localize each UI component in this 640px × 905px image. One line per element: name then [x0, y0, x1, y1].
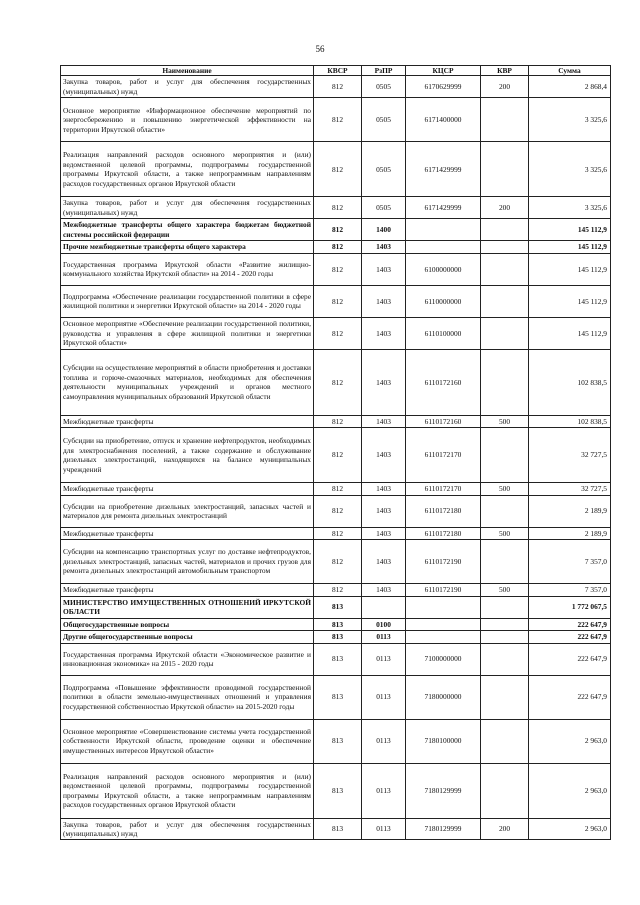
row-kvsr-cell: 812 — [314, 219, 362, 241]
row-rzpr-cell: 1403 — [362, 483, 406, 495]
row-name-cell: Государственная программа Иркутской области «Развитие жилищно-коммунального хозяйства Иркутской области» на 2014 - 2020 годы — [61, 253, 314, 285]
row-kcsr-cell: 7180000000 — [406, 675, 481, 719]
row-kvsr-cell: 813 — [314, 818, 362, 840]
row-rzpr-cell: 1403 — [362, 584, 406, 596]
row-kvr-cell: 200 — [481, 76, 529, 98]
row-name-cell: Межбюджетные трансферты — [61, 483, 314, 495]
row-kvr-cell: 200 — [481, 197, 529, 219]
table-row — [61, 631, 611, 643]
row-name-cell: Прочие межбюджетные трансферты общего характера — [61, 241, 314, 253]
row-name-cell: Подпрограмма «Обеспечение реализации государственной политики в сфере жилищной политики и энергетики Иркутской области» на 2014 - 2020 годы — [61, 285, 314, 317]
row-rzpr-cell: 0113 — [362, 643, 406, 675]
row-kvsr-cell: 813 — [314, 763, 362, 818]
row-kvr-cell — [481, 719, 529, 763]
row-kvr-cell — [481, 219, 529, 241]
table-row — [61, 719, 611, 763]
row-kvr-cell — [481, 631, 529, 643]
row-name-cell: Субсидии на компенсацию транспортных услуг по доставке нефтепродуктов, дизельных электростанций, запасных частей, материалов и прочих грузов для ремонта дизельных электростанций автомобильным транспортом — [61, 540, 314, 584]
row-kvr-cell — [481, 643, 529, 675]
row-sum-cell: 7 357,0 — [529, 540, 611, 584]
table-row — [61, 527, 611, 539]
row-kvsr-cell: 812 — [314, 540, 362, 584]
table-row — [61, 818, 611, 840]
row-sum-cell: 222 647,9 — [529, 675, 611, 719]
row-rzpr-cell: 1403 — [362, 253, 406, 285]
row-rzpr-cell: 1403 — [362, 415, 406, 427]
table-row — [61, 285, 611, 317]
row-rzpr-cell — [362, 596, 406, 618]
row-kvsr-cell: 812 — [314, 142, 362, 197]
row-sum-cell: 102 838,5 — [529, 349, 611, 415]
table-body — [61, 76, 611, 840]
table-row — [61, 219, 611, 241]
row-kvr-cell: 500 — [481, 527, 529, 539]
table-row — [61, 76, 611, 98]
row-kvr-cell — [481, 428, 529, 483]
row-kvr-cell — [481, 495, 529, 527]
row-rzpr-cell: 1403 — [362, 527, 406, 539]
row-kcsr-cell — [406, 618, 481, 630]
row-name-cell: Основное мероприятие «Информационное обеспечение мероприятий по энергосбережению и повышению энергетической эффективности на территории Иркутской области» — [61, 98, 314, 142]
row-sum-cell: 32 727,5 — [529, 428, 611, 483]
header-rzpr: РзПР — [362, 66, 406, 76]
row-sum-cell: 222 647,9 — [529, 631, 611, 643]
page-number: 56 — [315, 44, 325, 54]
row-kcsr-cell: 6110172190 — [406, 540, 481, 584]
row-sum-cell: 32 727,5 — [529, 483, 611, 495]
row-kcsr-cell: 6100000000 — [406, 253, 481, 285]
row-kvr-cell — [481, 98, 529, 142]
header-kvsr: КВСР — [314, 66, 362, 76]
row-kcsr-cell: 6110000000 — [406, 285, 481, 317]
row-kcsr-cell: 6110172180 — [406, 495, 481, 527]
row-name-cell: Реализация направлений расходов основного мероприятия и (или) ведомственной целевой программы, подпрограммы государственной программы Иркутской области, а также непрограммным направлениям расходов государственных органов Иркутской области — [61, 763, 314, 818]
row-kvsr-cell: 812 — [314, 285, 362, 317]
row-kvsr-cell: 812 — [314, 415, 362, 427]
row-kvsr-cell: 812 — [314, 584, 362, 596]
row-name-cell: Субсидии на приобретение дизельных электростанций, запасных частей и материалов для ремонта дизельных электростанций — [61, 495, 314, 527]
row-sum-cell: 145 112,9 — [529, 285, 611, 317]
row-kvsr-cell: 813 — [314, 596, 362, 618]
table-row — [61, 241, 611, 253]
table-row — [61, 618, 611, 630]
row-kcsr-cell: 7180100000 — [406, 719, 481, 763]
row-kvr-cell: 500 — [481, 584, 529, 596]
row-name-cell: МИНИСТЕРСТВО ИМУЩЕСТВЕННЫХ ОТНОШЕНИЙ ИРКУТСКОЙ ОБЛАСТИ — [61, 596, 314, 618]
row-kvr-cell — [481, 253, 529, 285]
row-kcsr-cell: 6171429999 — [406, 142, 481, 197]
row-name-cell: Реализация направлений расходов основного мероприятия и (или) ведомственной целевой программы, подпрограммы государственной программы Иркутской области, а также непрограммным направлениям расходов государственных органов Иркутской области — [61, 142, 314, 197]
row-sum-cell: 222 647,9 — [529, 618, 611, 630]
row-rzpr-cell: 1403 — [362, 495, 406, 527]
row-kvsr-cell: 812 — [314, 241, 362, 253]
row-sum-cell: 102 838,5 — [529, 415, 611, 427]
row-rzpr-cell: 0505 — [362, 142, 406, 197]
table-row — [61, 495, 611, 527]
row-kvsr-cell: 812 — [314, 483, 362, 495]
row-name-cell: Подпрограмма «Повышение эффективности проводимой государственной политики в области земельно-имущественных отношений и управления государственной собственностью Иркутской области» на 2015-2020 годы — [61, 675, 314, 719]
row-name-cell: Закупка товаров, работ и услуг для обеспечения государственных (муниципальных) нужд — [61, 76, 314, 98]
row-kvr-cell — [481, 317, 529, 349]
row-name-cell: Основное мероприятие «Обеспечение реализации государственной политики, руководства и управления в сфере жилищной политики и энергетики Иркутской области» — [61, 317, 314, 349]
row-sum-cell: 145 112,9 — [529, 317, 611, 349]
row-kcsr-cell: 6110100000 — [406, 317, 481, 349]
row-name-cell: Закупка товаров, работ и услуг для обеспечения государственных (муниципальных) нужд — [61, 818, 314, 840]
row-rzpr-cell: 1400 — [362, 219, 406, 241]
row-kcsr-cell: 6171400000 — [406, 98, 481, 142]
table-row — [61, 596, 611, 618]
row-kvsr-cell: 813 — [314, 675, 362, 719]
row-rzpr-cell: 1403 — [362, 349, 406, 415]
row-sum-cell: 145 112,9 — [529, 241, 611, 253]
row-rzpr-cell: 1403 — [362, 285, 406, 317]
row-name-cell: Государственная программа Иркутской области «Экономическое развитие и инновационная экономика» на 2015 - 2020 годы — [61, 643, 314, 675]
row-kcsr-cell: 6170629999 — [406, 76, 481, 98]
row-sum-cell: 2 189,9 — [529, 527, 611, 539]
row-rzpr-cell: 0113 — [362, 763, 406, 818]
row-name-cell: Общегосударственные вопросы — [61, 618, 314, 630]
row-kvsr-cell: 813 — [314, 618, 362, 630]
row-rzpr-cell: 0505 — [362, 98, 406, 142]
row-kcsr-cell: 7100000000 — [406, 643, 481, 675]
table-row — [61, 643, 611, 675]
row-name-cell: Субсидии на приобретение, отпуск и хранение нефтепродуктов, необходимых для электроснабжения поселений, а также содержание и обслуживание дизельных электростанций, находящихся на балансе муниципальных учреждений — [61, 428, 314, 483]
row-kvr-cell — [481, 763, 529, 818]
row-kvr-cell — [481, 618, 529, 630]
row-sum-cell: 3 325,6 — [529, 142, 611, 197]
row-sum-cell: 145 112,9 — [529, 253, 611, 285]
row-kvr-cell: 200 — [481, 818, 529, 840]
row-rzpr-cell: 1403 — [362, 317, 406, 349]
table-row — [61, 763, 611, 818]
row-rzpr-cell: 0113 — [362, 631, 406, 643]
table-row — [61, 483, 611, 495]
row-kcsr-cell: 6110172170 — [406, 428, 481, 483]
row-kcsr-cell: 6110172170 — [406, 483, 481, 495]
budget-table — [60, 65, 611, 840]
table-row — [61, 317, 611, 349]
row-kvsr-cell: 812 — [314, 253, 362, 285]
row-rzpr-cell: 1403 — [362, 540, 406, 584]
row-name-cell: Межбюджетные трансферты — [61, 584, 314, 596]
header-kvr: КВР — [481, 66, 529, 76]
table-row — [61, 197, 611, 219]
table-row — [61, 584, 611, 596]
header-sum: Сумма — [529, 66, 611, 76]
row-kvsr-cell: 813 — [314, 643, 362, 675]
row-kvsr-cell: 812 — [314, 317, 362, 349]
row-kvr-cell — [481, 349, 529, 415]
row-rzpr-cell: 0100 — [362, 618, 406, 630]
table-row — [61, 253, 611, 285]
row-rzpr-cell: 0505 — [362, 197, 406, 219]
row-rzpr-cell: 1403 — [362, 428, 406, 483]
row-sum-cell: 2 868,4 — [529, 76, 611, 98]
row-kcsr-cell: 6110172180 — [406, 527, 481, 539]
row-name-cell: Межбюджетные трансферты — [61, 415, 314, 427]
row-kcsr-cell — [406, 241, 481, 253]
row-kvsr-cell: 812 — [314, 428, 362, 483]
row-name-cell: Межбюджетные трансферты общего характера бюджетам бюджетной системы российской федерации — [61, 219, 314, 241]
row-kvsr-cell: 812 — [314, 197, 362, 219]
row-kcsr-cell: 6110172190 — [406, 584, 481, 596]
row-rzpr-cell: 0113 — [362, 818, 406, 840]
row-sum-cell: 2 189,9 — [529, 495, 611, 527]
table-row — [61, 675, 611, 719]
table-row — [61, 428, 611, 483]
header-kcsr: КЦСР — [406, 66, 481, 76]
row-kcsr-cell: 6171429999 — [406, 197, 481, 219]
row-kvsr-cell: 813 — [314, 631, 362, 643]
row-sum-cell: 2 963,0 — [529, 763, 611, 818]
row-kcsr-cell: 7180129999 — [406, 818, 481, 840]
row-kcsr-cell — [406, 219, 481, 241]
header-name: Наименование — [61, 66, 314, 76]
row-kvr-cell — [481, 675, 529, 719]
row-kvr-cell — [481, 540, 529, 584]
row-kvsr-cell: 812 — [314, 98, 362, 142]
row-sum-cell: 2 963,0 — [529, 719, 611, 763]
row-name-cell: Другие общегосударственные вопросы — [61, 631, 314, 643]
row-name-cell: Основное мероприятие «Совершенствование системы учета государственной собственности Иркутской области, проведение оценки и обеспечение имущественных интересов Иркутской области» — [61, 719, 314, 763]
row-kcsr-cell: 6110172160 — [406, 415, 481, 427]
row-kcsr-cell — [406, 631, 481, 643]
row-kvr-cell — [481, 142, 529, 197]
row-sum-cell: 145 112,9 — [529, 219, 611, 241]
row-rzpr-cell: 1403 — [362, 241, 406, 253]
table-row — [61, 142, 611, 197]
row-name-cell: Закупка товаров, работ и услуг для обеспечения государственных (муниципальных) нужд — [61, 197, 314, 219]
row-kcsr-cell — [406, 596, 481, 618]
row-kcsr-cell: 6110172160 — [406, 349, 481, 415]
row-kcsr-cell: 7180129999 — [406, 763, 481, 818]
row-rzpr-cell: 0113 — [362, 719, 406, 763]
table-header-row — [61, 66, 611, 76]
row-sum-cell: 2 963,0 — [529, 818, 611, 840]
table-row — [61, 540, 611, 584]
row-rzpr-cell: 0505 — [362, 76, 406, 98]
row-name-cell: Субсидии на осуществление мероприятий в области приобретения и доставки топлива и горюче-смазочных материалов, необходимых для обеспечения деятельности муниципальных учреждений и органов местного самоуправления муниципальных образований Иркутской области — [61, 349, 314, 415]
row-sum-cell: 1 772 067,5 — [529, 596, 611, 618]
row-sum-cell: 3 325,6 — [529, 98, 611, 142]
table-row — [61, 349, 611, 415]
row-kvsr-cell: 812 — [314, 349, 362, 415]
row-kvr-cell — [481, 285, 529, 317]
row-name-cell: Межбюджетные трансферты — [61, 527, 314, 539]
row-kvsr-cell: 812 — [314, 495, 362, 527]
row-kvr-cell: 500 — [481, 483, 529, 495]
row-kvr-cell — [481, 241, 529, 253]
row-kvsr-cell: 813 — [314, 719, 362, 763]
row-sum-cell: 7 357,0 — [529, 584, 611, 596]
row-kvr-cell — [481, 596, 529, 618]
table-row — [61, 98, 611, 142]
row-sum-cell: 3 325,6 — [529, 197, 611, 219]
row-kvsr-cell: 812 — [314, 76, 362, 98]
row-sum-cell: 222 647,9 — [529, 643, 611, 675]
row-rzpr-cell: 0113 — [362, 675, 406, 719]
row-kvsr-cell: 812 — [314, 527, 362, 539]
row-kvr-cell: 500 — [481, 415, 529, 427]
table-row — [61, 415, 611, 427]
